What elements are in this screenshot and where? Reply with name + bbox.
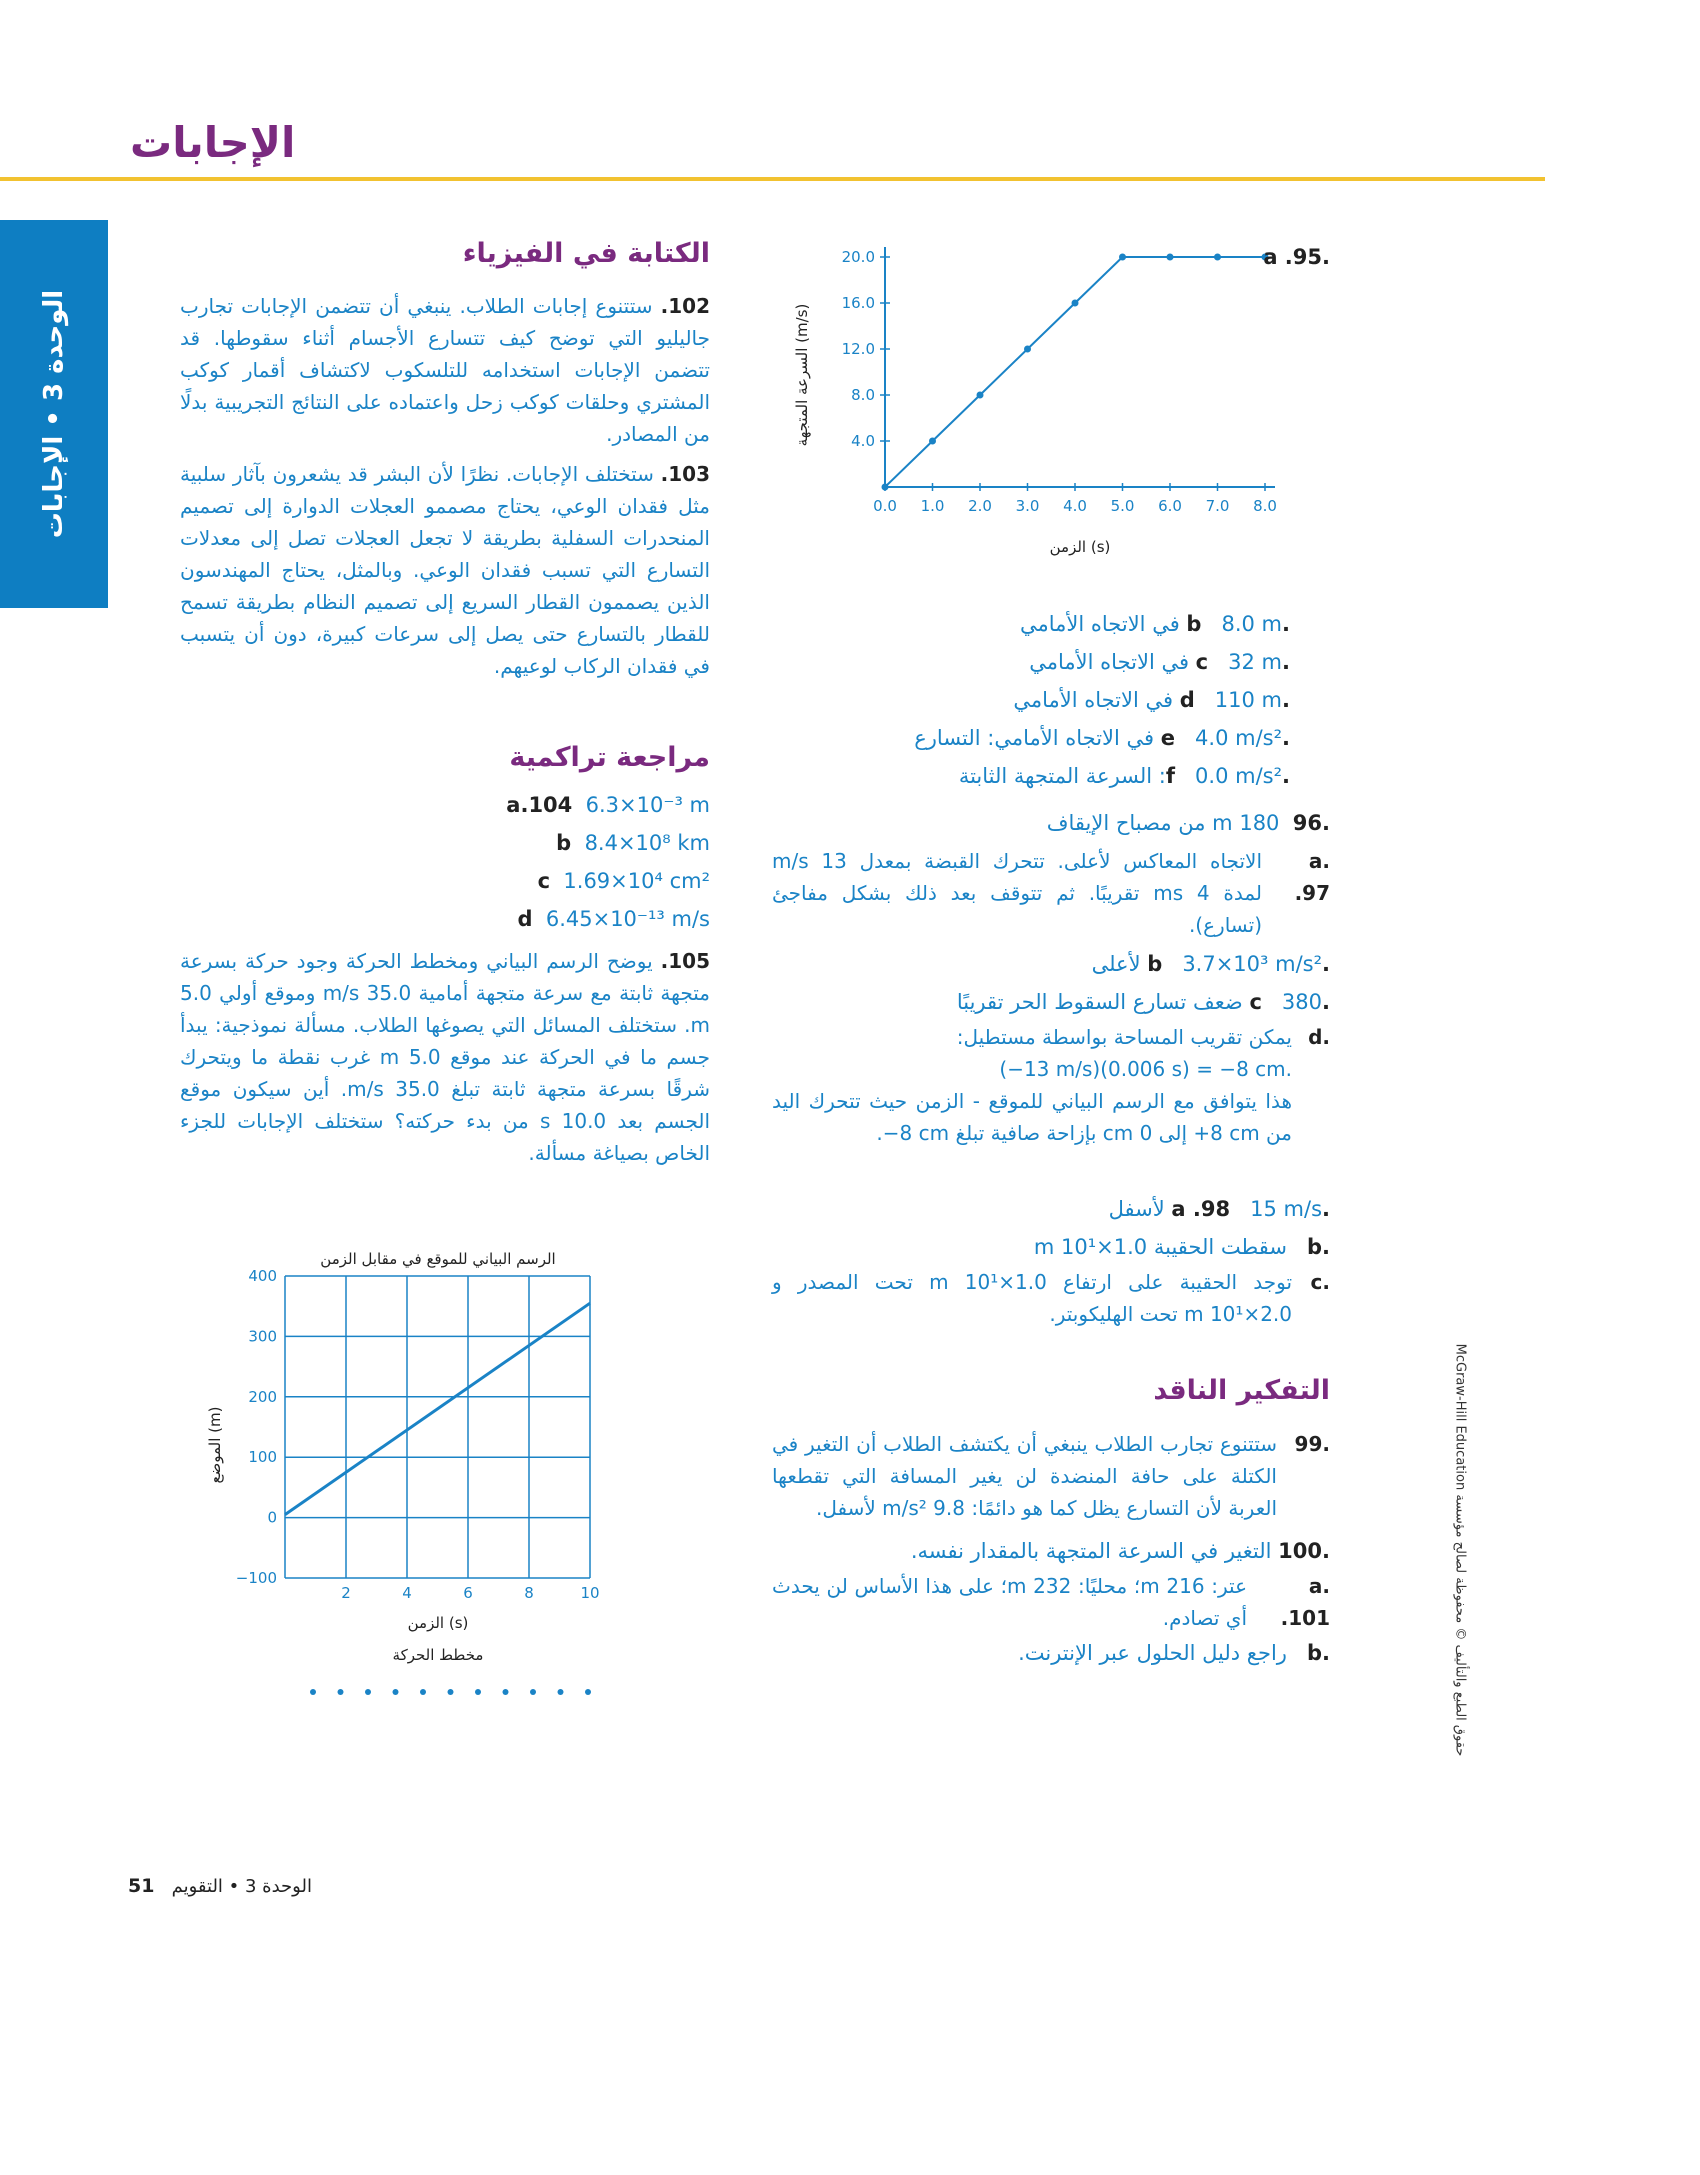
motion-dot — [475, 1689, 481, 1695]
chart1-xlabel: الزمن (s) — [1049, 538, 1111, 556]
chart2-y-tick-label: 300 — [248, 1327, 277, 1346]
q98c-label: .c — [1310, 1270, 1330, 1294]
q95-label: .d — [1179, 688, 1290, 712]
chart2-x-tick-label: 6 — [463, 1584, 473, 1602]
q95-item — [850, 681, 1290, 719]
chart1-x-tick-label: 0.0 — [873, 497, 897, 515]
q97d-text: يمكن تقريب المساحة بواسطة مستطيل: — [956, 1025, 1292, 1049]
chart1-data-point — [1167, 254, 1174, 261]
chart1-x-tick-label: 8.0 — [1253, 497, 1277, 515]
review-heading: مراجعة تراكمية — [509, 742, 710, 773]
chart1-data-point — [1024, 346, 1031, 353]
side-tab — [0, 220, 108, 608]
q102-text: ستتنوع إجابات الطلاب. ينبغي أن تتضمن الإجابات تجارب جاليليو التي توضح كيف تتسارع الأجسام أثناء سقوطها. قد تتضمن الإجابات استخدامه للتلسكوب لاكتشاف أقمار كوكب المشتري وحلقات كوكب زحل واعتماده على النتائج التجريبية بدلًا من المصادر. — [180, 294, 710, 446]
chart1-data-point — [882, 484, 889, 491]
q104-value: 1.69×10⁴ cm² — [563, 869, 710, 893]
chart1-axes — [885, 247, 1275, 487]
q102-number: 102. — [660, 294, 710, 318]
page-number: 51 — [128, 1875, 155, 1897]
q96-text: 180 m من مصباح الإيقاف — [1046, 811, 1280, 835]
chart1-y-tick-label: 4.0 — [851, 432, 875, 450]
q100-number: .100 — [1278, 1539, 1330, 1563]
chart2-x-tick-label: 10 — [580, 1584, 600, 1602]
velocity-time-chart — [785, 225, 1305, 570]
motion-dot — [448, 1689, 454, 1695]
chart2-y-tick-label: −100 — [235, 1569, 277, 1587]
chart1-ylabel: السرعة المتجهة (m/s) — [793, 303, 811, 447]
q104-label: b — [556, 831, 572, 855]
motion-dot — [310, 1689, 316, 1695]
q100-line — [770, 1532, 1330, 1570]
q101b-text: راجع دليل الحلول عبر الإنترنت. — [1018, 1641, 1287, 1665]
chart2-y-tick-label: 400 — [248, 1267, 277, 1285]
chart1-y-tick-label: 12.0 — [841, 340, 875, 358]
q104-label: a.104 — [506, 793, 573, 817]
q104-item — [400, 900, 710, 938]
q98a-label: .a .98 — [1171, 1197, 1330, 1221]
chart2-xlabel: الزمن (s) — [407, 1614, 469, 1632]
footer-label: الوحدة 3 • التقويم — [171, 1876, 312, 1897]
motion-dot — [503, 1689, 509, 1695]
page-footer — [128, 1875, 312, 1897]
q95-list — [850, 605, 1290, 795]
q101a-label: .a .101 — [1280, 1574, 1330, 1630]
q99-text: ستتنوع تجارب الطلاب ينبغي أن يكتشف الطلاب أن التغير في الكتلة على حافة المنضدة لن يغير المسافة التي تقطعها العربة لأن التسارع يظل كما هو دائمًا: 9.8 m/s² لأسفل. — [772, 1432, 1277, 1520]
position-time-chart — [190, 1240, 620, 1710]
q96-line — [850, 804, 1330, 842]
motion-dot — [338, 1689, 344, 1695]
q95-label: .f — [1165, 764, 1290, 788]
chart1-x-tick-label: 1.0 — [920, 497, 945, 515]
copyright-text: حقوق الطبع والتأليف © محفوظة لصالح مؤسسة McGraw-Hill Education — [1452, 1343, 1468, 1757]
q95-label: .c — [1195, 650, 1290, 674]
q95-item — [850, 605, 1290, 643]
chart2-x-tick-label: 8 — [524, 1584, 534, 1602]
q95-label: .b — [1186, 612, 1290, 636]
chart2-y-tick-label: 200 — [248, 1387, 277, 1406]
chart2-grid — [285, 1276, 590, 1578]
motion-dot — [530, 1689, 536, 1695]
chart1-series-line — [885, 257, 1265, 487]
q95a-label: .a .95 — [1263, 245, 1330, 269]
chart2-ticks — [236, 1267, 600, 1602]
q104-item — [400, 824, 710, 862]
q104-label: c — [537, 869, 551, 893]
q95-text: 8.0 m في الاتجاه الأمامي — [1020, 612, 1283, 636]
q100-text: التغير في السرعة المتجهة بالمقدار نفسه. — [910, 1539, 1272, 1563]
q97a-text: الاتجاه المعاكس لأعلى. تتحرك القبضة بمعدل 13 m/s لمدة 4 ms تقريبًا. ثم تتوقف بعد ذلك بشكل مفاجئ (تسارع). — [772, 849, 1263, 937]
page-title: الإجابات — [130, 118, 296, 167]
motion-diagram-label: مخطط الحركة — [392, 1646, 484, 1664]
motion-diagram-dots — [310, 1689, 591, 1695]
q104-value: 8.4×10⁸ km — [584, 831, 710, 855]
chart1-x-tick-label: 5.0 — [1110, 497, 1135, 515]
q103-text: ستختلف الإجابات. نظرًا لأن البشر قد يشعرون بآثار سلبية مثل فقدان الوعي، يحتاج مصممو العجلات الدوارة إلى تصميم المنحدرات السفلية بطريقة لا تجعل العجلات تصل إلى معدلات التسارع التي تسبب فقدان الوعي. وبالمثل، يحتاج المهندسون الذين يصممون القطار السريع إلى تصميم النظام بطريقة تسمح للقطار بالتسارع حتى يصل إلى سرعات كبيرة، دون أن يتسبب في فقدان الركاب لوعيهم. — [180, 462, 710, 678]
title-rule — [0, 177, 1545, 181]
q104-list — [400, 786, 710, 938]
q105-number: 105. — [660, 949, 710, 973]
q95-text: 4.0 m/s² في الاتجاه الأمامي: التسارع — [914, 726, 1283, 750]
q96-number: .96 — [1292, 811, 1330, 835]
chart2-series-line — [285, 1303, 590, 1514]
q97c-text: 380 ضعف تسارع السقوط الحر تقريبًا — [956, 990, 1323, 1014]
motion-dot — [420, 1689, 426, 1695]
chart1-data-point — [977, 392, 984, 399]
q101a-text: عتر: 216 m؛ محليًا: 232 m؛ على هذا الأساس لن يحدث أي تصادم. — [772, 1574, 1248, 1630]
chart1-ticks — [842, 248, 1277, 515]
q103-block — [180, 458, 710, 682]
motion-dot — [365, 1689, 371, 1695]
motion-dot — [558, 1689, 564, 1695]
chart2-x-tick-label: 4 — [402, 1584, 412, 1602]
q104-value: 6.3×10⁻³ m — [585, 793, 710, 817]
q95-text: 110 m في الاتجاه الأمامي — [1013, 688, 1283, 712]
writing-heading: الكتابة في الفيزياء — [462, 238, 710, 269]
q95-text: 0.0 m/s²: السرعة المتجهة الثابتة — [958, 764, 1283, 788]
q104-item — [400, 786, 710, 824]
q103-number: 103. — [660, 462, 710, 486]
q97d-text2: هذا يتوافق مع الرسم البياني للموقع - الزمن حيث تتحرك اليد من ‎+8 cm‏ إلى 0 cm بإزاحة صافية تبلغ ‎−8 cm‏. — [772, 1089, 1292, 1145]
critical-heading: التفكير الناقد — [1153, 1375, 1330, 1406]
side-tab-label: الوحدة 3 • الإجابات — [39, 289, 69, 539]
q97c-label: .c — [1249, 990, 1330, 1014]
motion-dot — [585, 1689, 591, 1695]
chart1-x-tick-label: 2.0 — [968, 497, 992, 515]
q98b-line — [770, 1228, 1330, 1266]
q105-block — [180, 945, 710, 1169]
chart1-y-tick-label: 8.0 — [851, 386, 875, 404]
chart1-data-point — [929, 438, 936, 445]
chart2-x-tick-label: 2 — [341, 1584, 351, 1602]
q95-label: .e — [1160, 726, 1290, 750]
q98a-text: 15 m/s لأسفل — [1108, 1197, 1323, 1221]
q98-block — [770, 1190, 1330, 1330]
q97-block — [770, 845, 1330, 1149]
q95-item — [850, 643, 1290, 681]
q95-item — [850, 757, 1290, 795]
chart1-points — [882, 254, 1269, 491]
q97c-line — [770, 983, 1330, 1021]
q97b-text: 3.7×10³ m/s² لأعلى — [1091, 952, 1323, 976]
chart1-y-tick-label: 20.0 — [841, 248, 875, 266]
q95-item — [850, 719, 1290, 757]
q104-value: 6.45×10⁻¹³ m/s — [545, 907, 710, 931]
chart2-ylabel: الموضع (m) — [206, 1406, 224, 1484]
q97d-label: .d — [1308, 1025, 1330, 1049]
chart1-data-point — [1072, 300, 1079, 307]
q97d-formula: (−13 m/s)(0.006 s) = −8 cm. — [999, 1057, 1292, 1081]
q105-text: يوضح الرسم البياني ومخطط الحركة وجود حركة بسرعة متجهة ثابتة مع سرعة متجهة أمامية 35.0 m/s وموقع أولي 5.0 m. ستختلف المسائل التي يصوغها الطلاب. مسألة نموذجية: يبدأ جسم ما في الحركة عند موقع 5.0 m غرب نقطة ما ويتحرك شرقًا بسرعة متجهة ثابتة تبلغ 35.0 m/s. أين سيكون موقع الجسم بعد 10.0 s من بدء حركته؟ ستختلف الإجابات للجزء الخاص بصياغة مسألة. — [180, 949, 711, 1165]
chart1-data-point — [1214, 254, 1221, 261]
q97b-line — [770, 945, 1330, 983]
chart1-x-tick-label: 4.0 — [1063, 497, 1087, 515]
q99-block — [770, 1428, 1330, 1672]
q99-number: .99 — [1294, 1432, 1330, 1456]
q104-label: d — [517, 907, 533, 931]
chart2-title: الرسم البياني للموقع في مقابل الزمن — [320, 1250, 556, 1268]
motion-dot — [393, 1689, 399, 1695]
q98b-text: سقطت الحقيبة 1.0×10¹ m — [1033, 1235, 1287, 1259]
q98c-text: توجد الحقيبة على ارتفاع 1.0×10¹ m تحت المصدر و 2.0×10¹ m تحت الهليكوبتر. — [772, 1270, 1293, 1326]
q97a-label: .a .97 — [1294, 849, 1330, 905]
chart1-data-point — [1119, 254, 1126, 261]
copyright-vertical — [1440, 1310, 1480, 1790]
chart1-x-tick-label: 7.0 — [1205, 497, 1230, 515]
chart1-x-tick-label: 3.0 — [1015, 497, 1040, 515]
chart2-y-tick-label: 0 — [267, 1508, 277, 1527]
chart1-x-tick-label: 6.0 — [1158, 497, 1182, 515]
q102-block — [180, 290, 710, 450]
q98a-line — [770, 1190, 1330, 1228]
q97b-label: .b — [1147, 952, 1330, 976]
q101b-label: .b — [1306, 1641, 1330, 1665]
q95-text: 32 m في الاتجاه الأمامي — [1029, 650, 1283, 674]
chart1-y-tick-label: 16.0 — [841, 294, 875, 312]
q104-item — [400, 862, 710, 900]
q98b-label: .b — [1306, 1235, 1330, 1259]
q101b-line — [770, 1634, 1330, 1672]
chart2-y-tick-label: 100 — [248, 1448, 277, 1467]
